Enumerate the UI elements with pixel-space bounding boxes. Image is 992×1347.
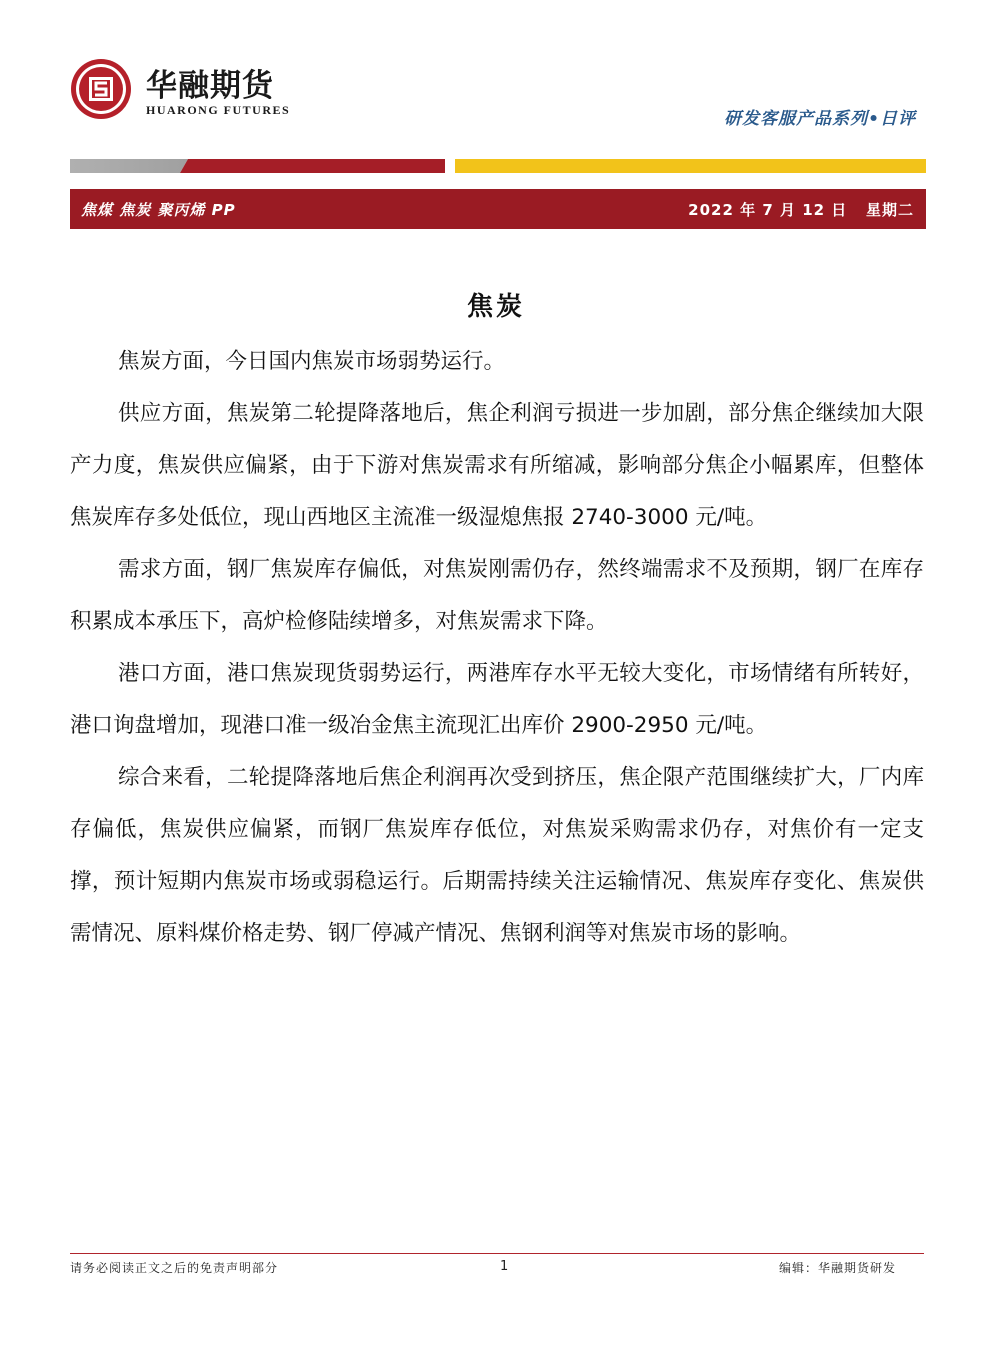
- article-paragraph: 港口方面，港口焦炭现货弱势运行，两港库存水平无较大变化，市场情绪有所转好，港口询盘增加，现港口准一级冶金焦主流现汇出库价 2900-2950 元/吨。: [70, 661, 924, 738]
- article-paragraph: 供应方面，焦炭第二轮提降落地后，焦企利润亏损进一步加剧，部分焦企继续加大限产力度，焦炭供应偏紧，由于下游对焦炭需求有所缩减，影响部分焦企小幅累库，但整体焦炭库存多处低位，现山西地区主流准一级湿熄焦报 2740-3000 元/吨。: [70, 401, 924, 530]
- article-paragraph: 综合来看，二轮提降落地后焦企利润再次受到挤压，焦企限产范围继续扩大，厂内库存偏低，焦炭供应偏紧，而钢厂焦炭库存低位，对焦炭采购需求仍存，对焦价有一定支撑，预计短期内焦炭市场或弱稳运行。后期需持续关注运输情况、焦炭库存变化、焦炭供需情况、原料煤价格走势、钢厂停减产情况、焦钢利润等对焦炭市场的影响。: [70, 765, 924, 946]
- article-paragraph: 焦炭方面，今日国内焦炭市场弱势运行。: [118, 349, 506, 374]
- brand-name-cn: 华融期货: [146, 68, 274, 104]
- article-paragraph: 需求方面，钢厂焦炭库存偏低，对焦炭刚需仍存，然终端需求不及预期，钢厂在库存积累成本承压下，高炉检修陆续增多，对焦炭需求下降。: [70, 557, 924, 634]
- article-body: [70, 336, 924, 960]
- report-date: 2022 年 7 月 12 日: [688, 201, 848, 219]
- header-stripes: [70, 159, 926, 173]
- huarong-logo-icon: [70, 58, 132, 120]
- footer-editor: 编辑：华融期货研发: [778, 1261, 896, 1275]
- footer-disclaimer: 请务必阅读正文之后的免责声明部分: [70, 1261, 279, 1275]
- topic-banner: [70, 189, 926, 229]
- brand-name-en: HUARONG FUTURES: [146, 103, 291, 117]
- banner-topics: 焦煤 焦炭 聚丙烯 PP: [81, 201, 236, 219]
- report-weekday: 星期二: [865, 201, 914, 219]
- report-series: 研发客服产品系列•日评: [724, 109, 916, 129]
- banner-date: [688, 199, 914, 220]
- footer-divider: [70, 1253, 924, 1254]
- page-number: 1: [500, 1259, 509, 1274]
- article-title: 焦炭: [466, 292, 525, 322]
